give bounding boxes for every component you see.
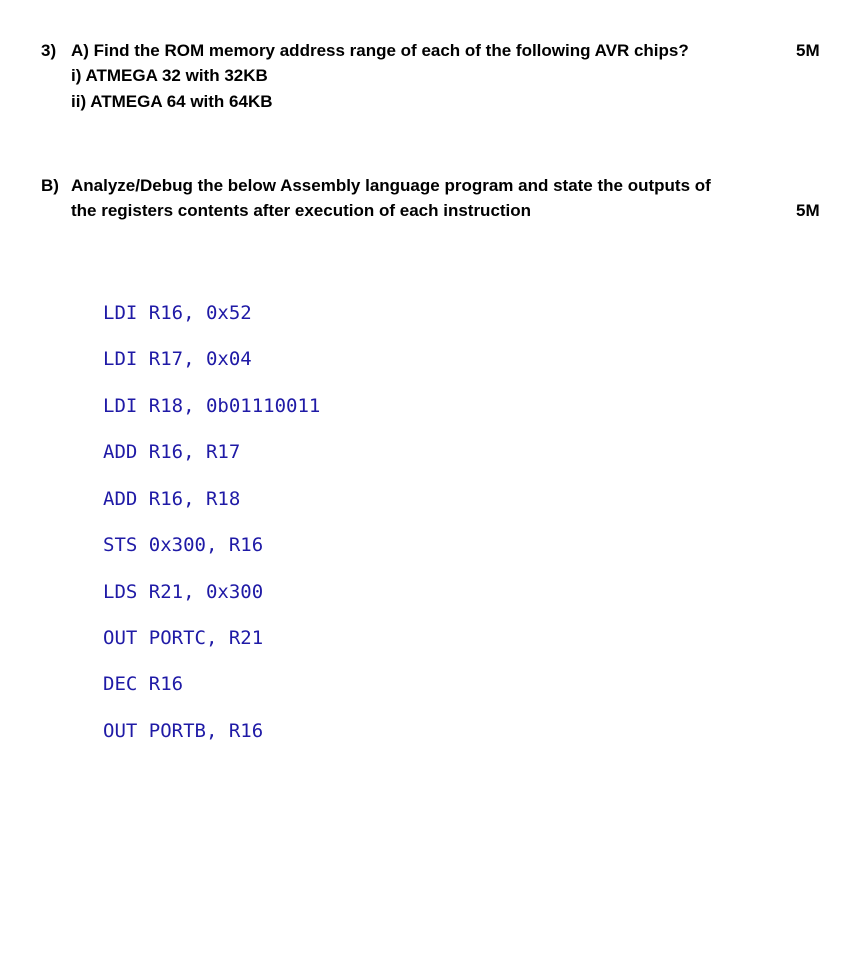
code-line: STS 0x300, R16 [103, 534, 264, 556]
part-a-item-2: ii) ATMEGA 64 with 64KB [71, 92, 273, 111]
code-line: LDI R16, 0x52 [103, 302, 252, 324]
code-line: LDI R18, 0b01110011 [103, 395, 321, 417]
part-a-item-1: i) ATMEGA 32 with 32KB [71, 66, 268, 85]
part-a-marks: 5M [796, 41, 820, 60]
question-number: 3) [41, 41, 57, 60]
part-b-label: B) [41, 176, 59, 195]
code-line: LDS R21, 0x300 [103, 581, 264, 603]
code-line: ADD R16, R17 [103, 441, 241, 463]
part-b-marks: 5M [796, 201, 820, 220]
code-line: DEC R16 [103, 673, 184, 695]
code-line: LDI R17, 0x04 [103, 348, 252, 370]
code-line: ADD R16, R18 [103, 488, 241, 510]
code-line: OUT PORTB, R16 [103, 720, 264, 742]
part-b-question-line-1: Analyze/Debug the below Assembly language program and state the outputs of [71, 176, 711, 195]
code-line: OUT PORTC, R21 [103, 627, 264, 649]
part-a-question: A) Find the ROM memory address range of each of the following AVR chips? [71, 41, 689, 60]
part-b-question-line-2: the registers contents after execution of each instruction [71, 201, 532, 220]
